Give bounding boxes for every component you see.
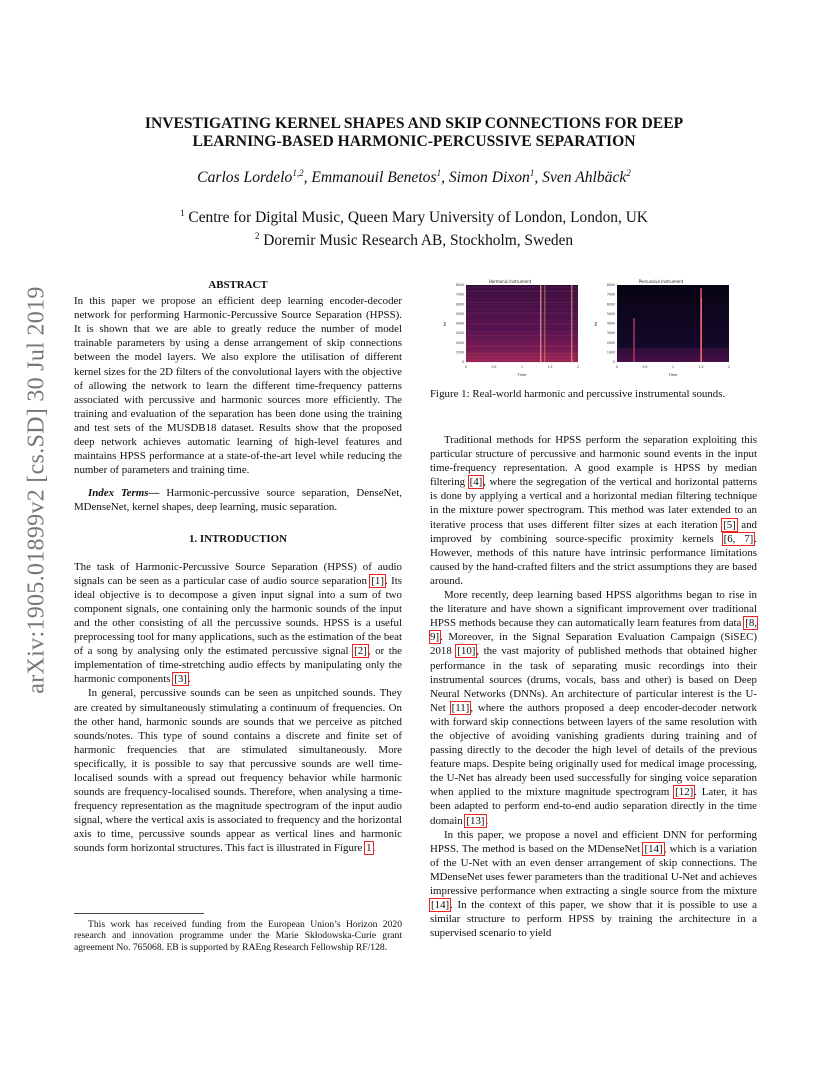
intro-paragraph-2: In general, percussive sounds can be seen as unpitched sounds. They are created by simultaneously stimulating a continuum of frequencies. On the other hand, harmonic sounds are sounds that we perceive as pitched sounds/notes. This type of sound contains a discrete and finite set of harmonic frequencies that are stimulated simultaneously. More specifically, it is possible to say that percussive sounds are well time-localised sounds with a spread out frequency behavior while harmonic sounds are frequency-localised sounds. Therefore, when analysing a time-frequency representation as the magnitude spectrogram of the input audio signal, where the vertical axis is associated to frequency and the horizontal axis to time, percussive sounds appear as vertical lines and harmonic sounds form horizontal structures. This fact is illustrated in Figure 1. — [74, 687, 402, 855]
x-tick-label: 1 — [520, 365, 524, 369]
citation-link[interactable]: [13] — [466, 814, 485, 827]
author-4: Sven Ahlbäck — [542, 169, 627, 187]
citation-link[interactable]: [8, 9] — [430, 617, 757, 644]
paper-title — [90, 115, 738, 151]
abstract-text: In this paper we propose an efficient deep learning encoder-decoder network for performing Harmonic-Percussive Source Separation (HPSS). It is shown that we are able to greatly reduce the number of model trainable parameters by using a dense arrangement of skip connections between the model layers. We also explore the utilisation of different kernel sizes for the 2D filters of the convolutional layers with the objective of allowing the network to learn the different time-frequency patterns associated with percussive and harmonic sources more efficiently. The training and evaluation of the separation has been done using the training and test sets of the MUSDB18 dataset. Results show that the proposed deep network achieves automatic learning of high-level features and maintains HPSS performance at a state-of-the-art level while reducing the number of parameters and training time. — [74, 295, 402, 477]
y-tick-label: 1000 — [606, 350, 615, 355]
x-tick-label: 1.5 — [547, 365, 553, 369]
right-paragraph-1: Traditional methods for HPSS perform the separation exploiting this particular structure of percussive and harmonic sound events in the input time-frequency representation. A good example is HPSS by median filtering [4], where the segregation of the vertical and horizontal patterns is done by applying a vertical and a horizontal median filtering technique in the mixture power spectrogram. This method was later extended to an iterative process that uses different filter sizes at each iteration [5] and improved by combining source-specific proximity kernels [6, 7]. However, methods of this nature have intrinsic performance limitations caused by the hand-crafted filters and the strict assumptions they are based around. — [430, 434, 758, 587]
y-tick-label: 8000 — [606, 283, 615, 287]
figure-1 — [440, 278, 740, 378]
y-tick-label: 7000 — [606, 292, 615, 297]
left-panel-title: Harmonic Instrument — [488, 279, 532, 284]
x-tick-label: 2 — [727, 365, 731, 369]
x-tick-label: 0 — [615, 365, 619, 369]
right-ylabel: Hz — [594, 321, 598, 327]
citation-link[interactable]: [1] — [371, 574, 384, 587]
author-1-affil: 1,2 — [292, 168, 304, 178]
y-tick-label: 2000 — [606, 340, 615, 345]
y-tick-label: 8000 — [455, 283, 464, 287]
author-1: Carlos Lordelo — [197, 169, 293, 187]
x-tick-label: 1.5 — [698, 365, 704, 369]
affiliation-1: $^1$ Centre for Digital Music, Queen Mary University of London, London, UK — [180, 208, 648, 227]
left-ylabel: Hz — [443, 321, 447, 327]
arxiv-id: arXiv:1905.01899v2 [cs.SD] 30 Jul 2019 — [23, 286, 50, 694]
right-paragraph-3: In this paper, we propose a novel and efficient DNN for performing HPSS. The method is based on the MDenseNet [14], which is a variation of the U-Net with an even denser arrangement of skip connections. The MDenseNet uses fewer parameters than the traditional U-Net and achieves impressive performance when extracting a single source from the mixture [14]. In the context of this paper, we show that it is possible to use a similar structure to perform HPSS by training the architecture in a supervised scenario to yield — [430, 828, 757, 940]
title-line-1: INVESTIGATING KERNEL SHAPES AND SKIP CONNECTIONS FOR DEEP — [144, 115, 684, 132]
y-tick-label: 4000 — [606, 321, 615, 326]
citation-link[interactable]: [14] — [644, 842, 663, 855]
right-spectrogram — [617, 285, 729, 362]
y-tick-label: 6000 — [606, 302, 615, 307]
right-xlabel: Time — [668, 373, 678, 377]
citation-link[interactable]: [2] — [354, 645, 367, 658]
citation-link[interactable]: [6, 7] — [723, 532, 754, 545]
onset-line — [571, 285, 572, 362]
author-3-affil: 1 — [529, 168, 535, 178]
y-tick-label: 3000 — [606, 331, 615, 336]
y-tick-label: 3000 — [455, 331, 464, 336]
citation-link[interactable]: [10] — [457, 645, 476, 658]
onset-line — [540, 285, 541, 362]
y-tick-label: 5000 — [455, 311, 464, 316]
author-list: Carlos Lordelo$^{1,2}$, Emmanouil Benetos$^1$, Simon Dixon$^1$, Sven Ahlbäck$^2$ — [197, 168, 631, 187]
citation-link[interactable]: [5] — [723, 518, 736, 531]
x-tick-label: 1 — [671, 365, 675, 369]
footnote: This work has received funding from the European Union’s Horizon 2020 research and innovation programme under the Marie Skłodowska-Curie grant agreement No. 765068. EB is supported by RAEng Research Fellowship RF/128. — [74, 919, 402, 953]
citation-link[interactable]: [11] — [451, 701, 470, 714]
spectrogram-figure — [440, 278, 740, 378]
y-tick-label: 0 — [461, 360, 464, 364]
y-tick-label: 6000 — [455, 302, 464, 307]
citation-link[interactable]: [14] — [431, 899, 450, 912]
citation-link[interactable]: [4] — [469, 476, 483, 489]
intro-paragraph-1: The task of Harmonic-Percussive Source Separation (HPSS) of audio signals can be seen as a particular case of audio source separation [1]. Its ideal objective is to decompose a given input signal into a sum of two component signals, one containing only the harmonic sounds of the input and the other consisting of all the percussive sounds. HPSS is a useful preprocessing tool for many applications, such as the estimation of the beat of a song by analysing only the estimated percussive signal [2], or the implementation of time-stretching audio effects by manipulating only the harmonic components [3]. — [74, 560, 402, 686]
abstract-heading: ABSTRACT — [208, 279, 268, 291]
author-2-affil: 1 — [436, 168, 442, 178]
arxiv-sidebar — [22, 286, 52, 694]
y-tick-label: 1000 — [455, 350, 464, 355]
x-tick-label: 0.5 — [642, 365, 648, 369]
figure-link[interactable]: 1 — [366, 842, 372, 855]
author-3: Simon Dixon — [448, 169, 530, 187]
y-tick-label: 2000 — [455, 340, 464, 345]
y-tick-label: 4000 — [455, 321, 464, 326]
left-xlabel: Time — [517, 373, 527, 377]
citation-link[interactable]: [12] — [675, 786, 694, 799]
left-spectrogram — [466, 285, 578, 362]
author-2: Emmanouil Benetos — [311, 169, 437, 187]
y-tick-label: 7000 — [455, 292, 464, 297]
x-tick-label: 0 — [464, 365, 468, 369]
right-column — [430, 433, 757, 940]
left-column — [74, 278, 402, 856]
onset-line — [544, 285, 545, 362]
right-paragraph-2: More recently, deep learning based HPSS algorithms began to rise in the literature and have shown a significant improvement over traditional HPSS methods because they can automatically learn features from data [8, 9]. Moreover, in the Signal Separation Evaluation Campaign (SiSEC) 2018 [10], the vast majority of published methods that obtained higher performance in the task of separating music recordings into their instrumental sources (drums, vocals, bass and other) is based on Deep Neural Networks (DNNs). An architecture of particular interest is the U-Net [11], where the authors proposed a deep encoder-decoder network with forward skip connections between layers of the same resolution with the objective of avoiding vanishing gradients during training and of passing directly to the decoder the high level of details of the previous feature maps. Despite being originally used for medical image processing, the U-Net has already been used successfully for singing voice separation when applied to the mixture magnitude spectrogram [12]. Later, it has been adapted to perform end-to-end audio separation directly in the time domain [13]. — [430, 589, 758, 827]
intro-heading: 1. INTRODUCTION — [188, 532, 288, 545]
x-tick-label: 0.5 — [491, 365, 497, 369]
right-panel-title: Percussive Instrument — [638, 279, 684, 284]
title-line-2: LEARNING-BASED HARMONIC-PERCUSSIVE SEPARATION — [192, 133, 636, 150]
citation-link[interactable]: [3] — [174, 673, 187, 686]
affiliation-2: $^2$ Doremir Music Research AB, Stockholm, Sweden — [254, 231, 574, 250]
x-tick-label: 2 — [576, 365, 580, 369]
index-terms: Index Terms— Harmonic-percussive source separation, DenseNet, MDenseNet, kernel shapes, deep learning, music separation. — [74, 487, 402, 514]
author-4-affil: 2 — [626, 168, 631, 178]
y-tick-label: 5000 — [606, 311, 615, 316]
y-tick-label: 0 — [612, 360, 615, 364]
figure-caption: Figure 1: Real-world harmonic and percussive instrumental sounds. — [430, 388, 726, 400]
affiliations — [90, 204, 738, 250]
footnote-rule — [74, 913, 204, 914]
